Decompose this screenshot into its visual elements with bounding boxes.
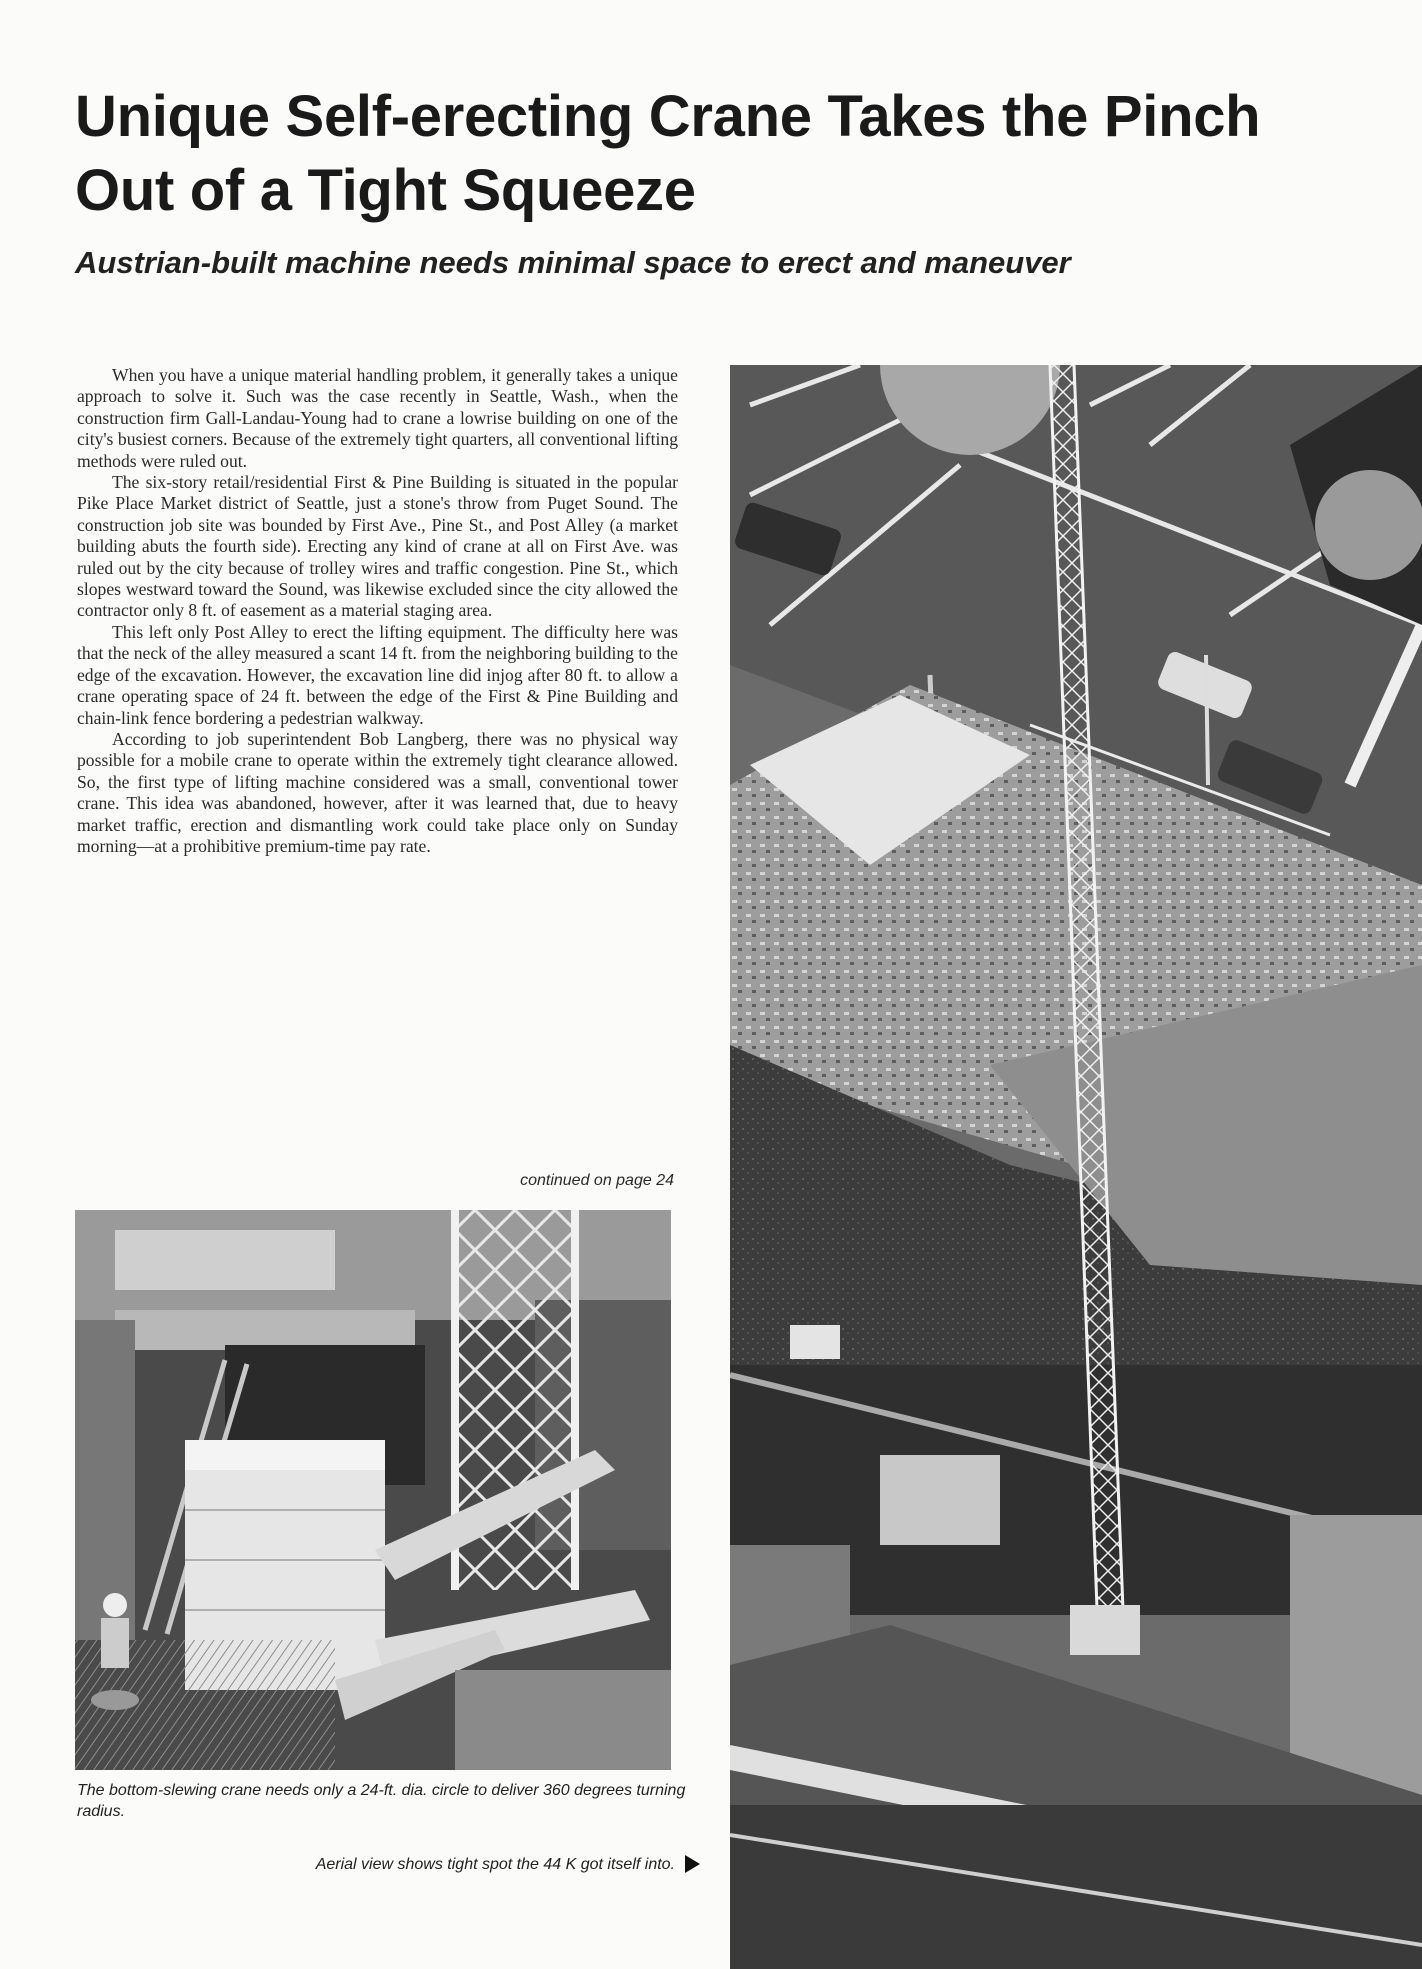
article-title: Unique Self-erecting Crane Takes the Pinch Out of a Tight Squeeze [75, 84, 1261, 223]
article-subtitle: Austrian-built machine needs minimal space to erect and maneuver [75, 245, 1071, 280]
aerial-photo-caption [200, 1855, 700, 1874]
small-photo-caption: The bottom-slewing crane needs only a 24-ft. dia. circle to deliver 360 degrees turning radius. [77, 1782, 686, 1820]
crane-base-photo [75, 1210, 671, 1770]
article-body [77, 365, 678, 857]
arrow-right-icon [685, 1855, 700, 1873]
aerial-view-photo [730, 365, 1422, 1969]
body-paragraph: The six-story retail/residential First & Pine Building is situated in the popular Pike Place Market district of Seattle, just a stone's throw from Puget Sound. The construction job site was bounded by First Ave., Pine St., and Post Alley (a market building abuts the fourth side). Erecting any kind of crane at all on First Ave. was ruled out by the city because of trolley wires and traffic congestion. Pine St., which slopes westward toward the Sound, was likewise excluded since the city allowed the contractor only 8 ft. of easement as a material staging area. [77, 472, 678, 621]
body-paragraph: When you have a unique material handling problem, it generally takes a unique approach to solve it. Such was the case recently in Seattle, Wash., when the construction firm Gall-Landau-Young had to crane a lowrise building on one of the city's busiest corners. Because of the extremely tight quarters, all conventional lifting methods were ruled out. [77, 365, 678, 471]
aerial-caption-text: Aerial view shows tight spot the 44 K got itself into. [315, 1856, 675, 1873]
continued-note: continued on page 24 [520, 1172, 674, 1189]
body-paragraph: This left only Post Alley to erect the lifting equipment. The difficulty here was that the neck of the alley measured a scant 14 ft. from the neighboring building to the edge of the excavation. However, the excavation line did injog after 80 ft. to allow a crane operating space of 24 ft. between the edge of the First & Pine Building and chain-link fence bordering a pedestrian walkway. [77, 621, 678, 728]
body-paragraph: According to job superintendent Bob Langberg, there was no physical way possible for a mobile crane to operate within the extremely tight clearance allowed. So, the first type of lifting machine considered was a small, conventional tower crane. This idea was abandoned, however, after it was learned that, due to heavy market traffic, erection and dismantling work could take place only on Sunday morning—at a prohibitive premium-time pay rate. [77, 728, 678, 856]
